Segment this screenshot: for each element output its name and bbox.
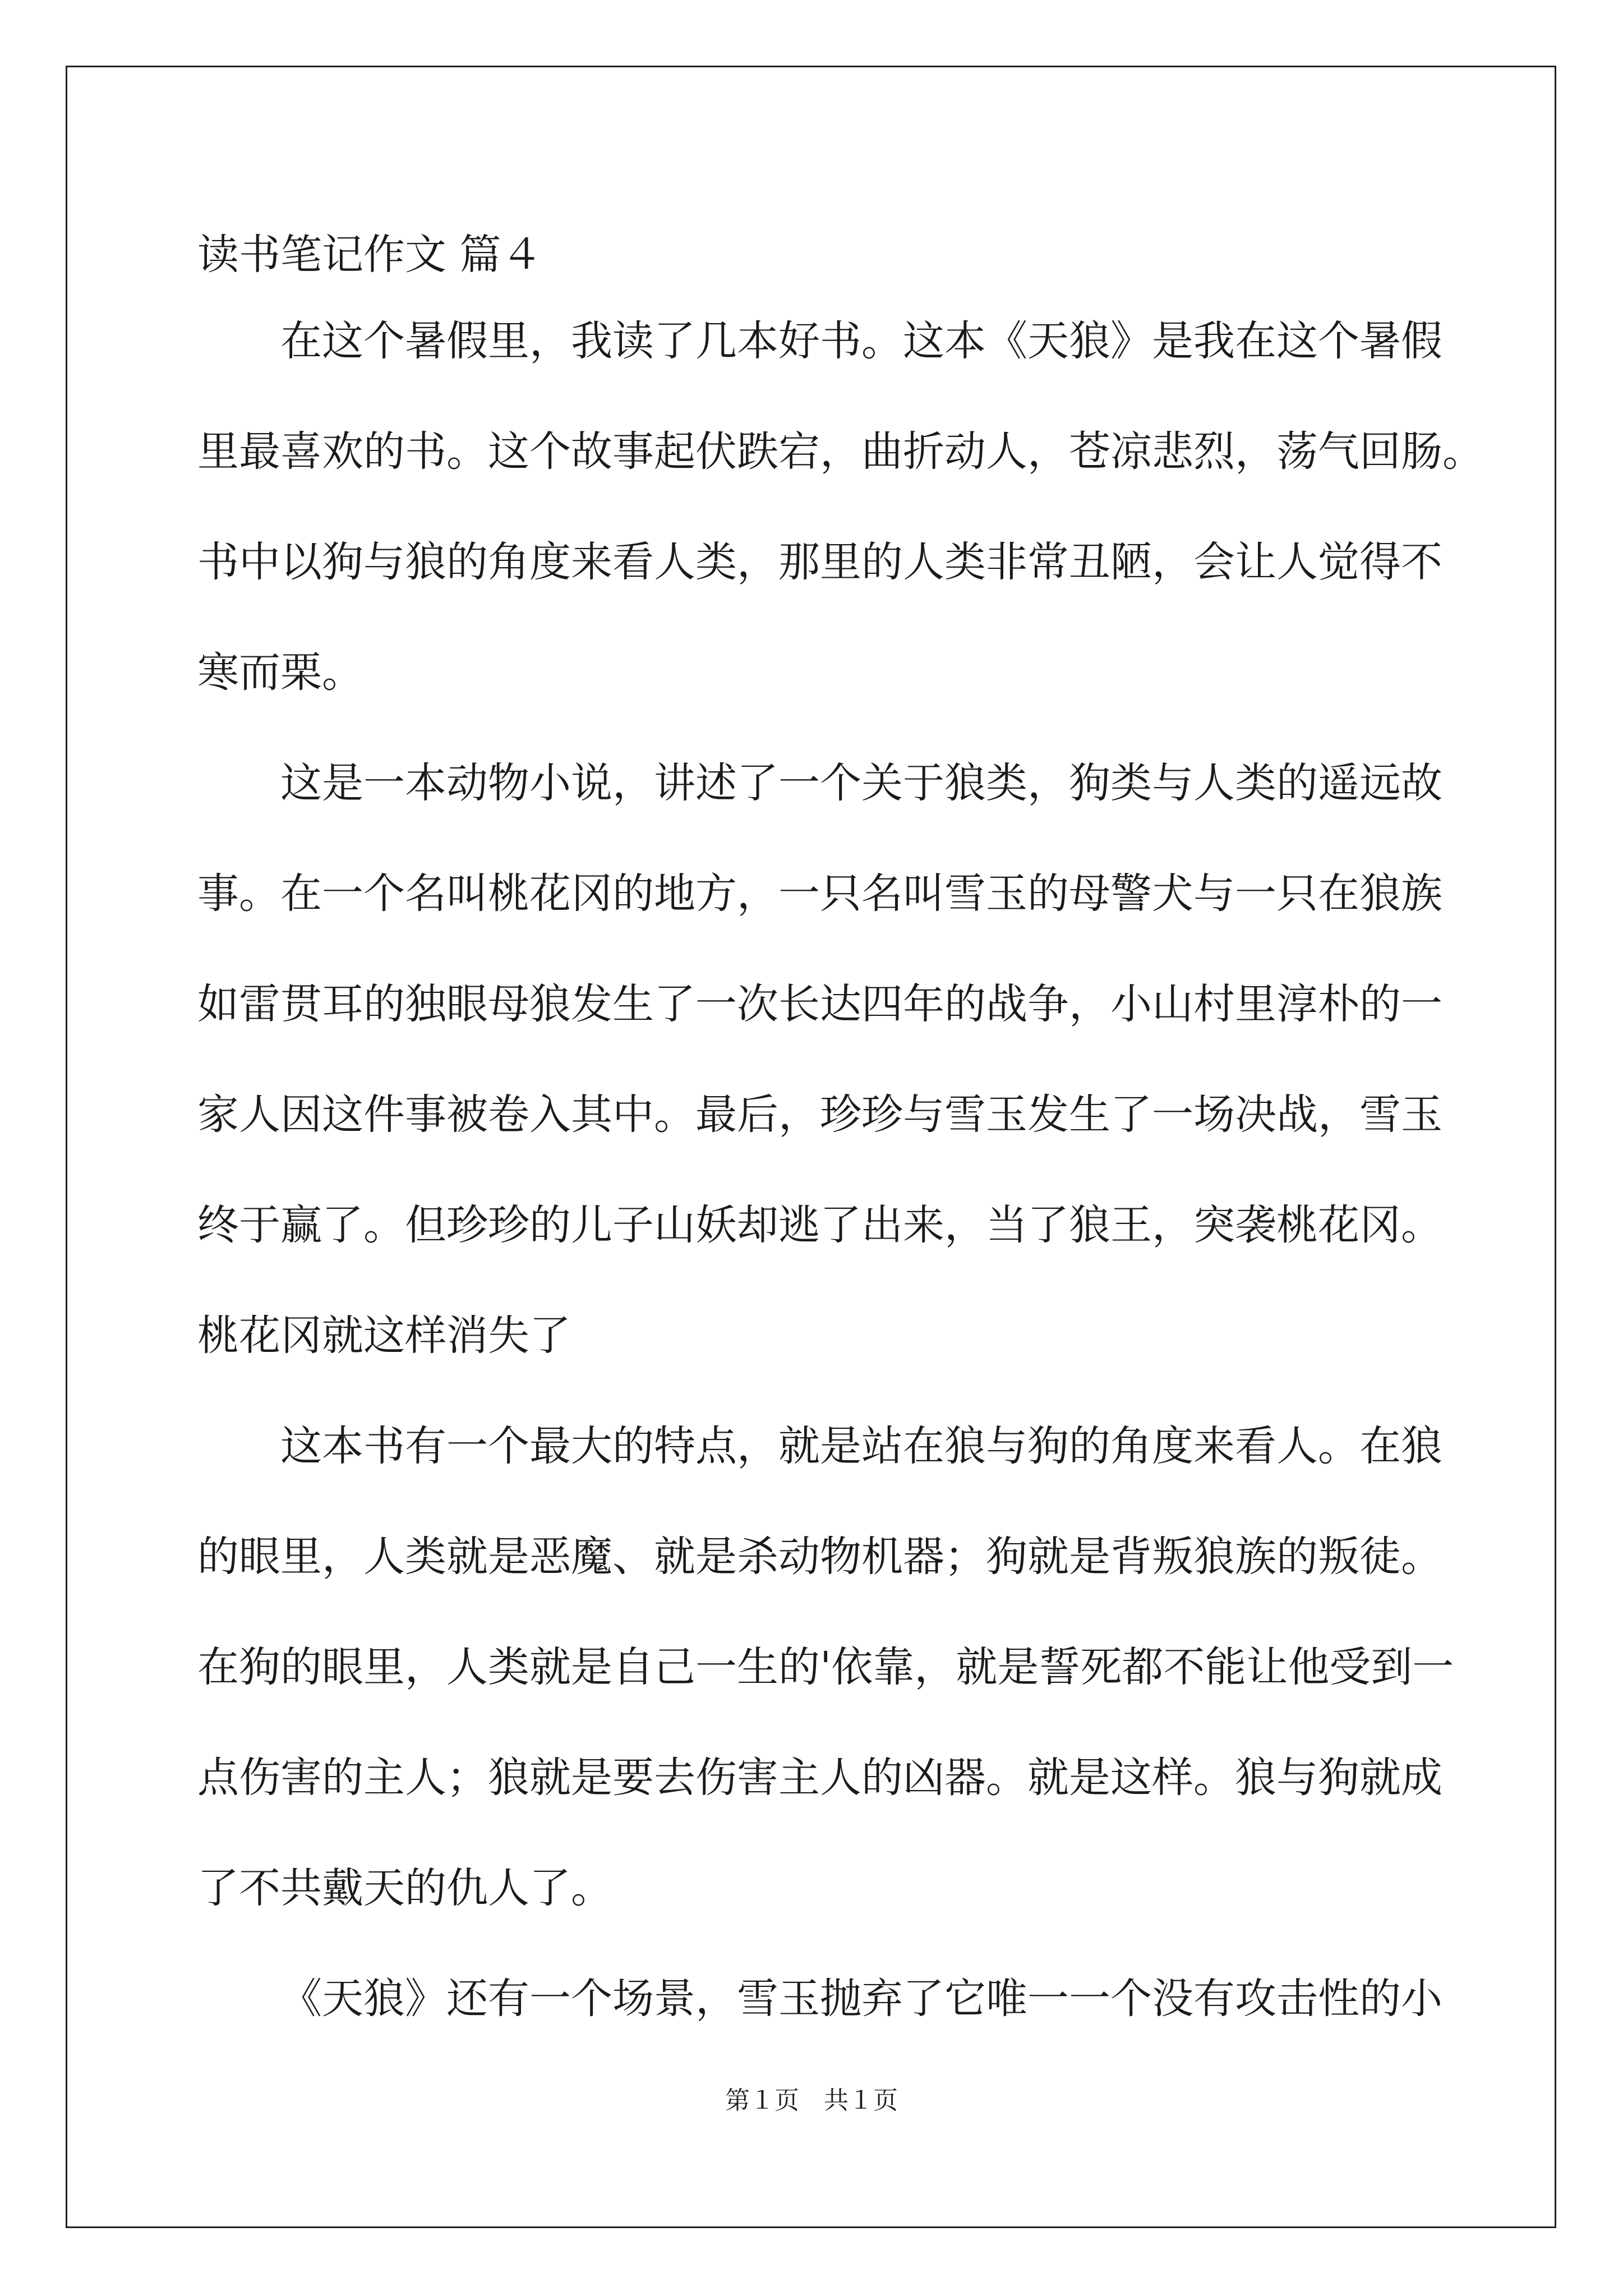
text-line: 在这个暑假里，我读了几本好书。这本《天狼》是我在这个暑假 <box>280 317 1442 365</box>
text-line: 这是一本动物小说，讲述了一个关于狼类，狗类与人类的遥远故 <box>280 759 1442 807</box>
text-line: 的眼里，人类就是恶魔、就是杀动物机器；狗就是背叛狼族的叛徒。 <box>197 1533 1442 1581</box>
text-line: 了不共戴天的仇人了。 <box>197 1864 612 1912</box>
text-line: 终于赢了。但珍珍的儿子山妖却逃了出来，当了狼王，突袭桃花冈。 <box>197 1201 1442 1249</box>
text-line: 寒而栗。 <box>197 648 363 697</box>
text-line: 里最喜欢的书。这个故事起伏跌宕，曲折动人，苍凉悲烈，荡气回肠。 <box>197 427 1484 476</box>
text-line: 书中以狗与狼的角度来看人类，那里的人类非常丑陋，会让人觉得不 <box>197 538 1442 586</box>
text-line: 这本书有一个最大的特点，就是站在狼与狗的角度来看人。在狼 <box>280 1422 1442 1470</box>
text-line: 如雷贯耳的独眼母狼发生了一次长达四年的战争，小山村里淳朴的一 <box>197 980 1442 1028</box>
text-line: 《天狼》还有一个场景，雪玉抛弃了它唯一一个没有攻击性的小 <box>280 1975 1442 2023</box>
text-line: 桃花冈就这样消失了 <box>197 1312 571 1360</box>
page-number-footer: 第１页 共１页 <box>725 2086 898 2115</box>
document-title: 读书笔记作文 篇４ <box>197 231 543 279</box>
document-body <box>197 313 1484 2081</box>
text-line: 点伤害的主人；狼就是要去伤害主人的凶器。就是这样。狼与狗就成 <box>197 1754 1442 1802</box>
text-line: 家人因这件事被卷入其中。最后，珍珍与雪玉发生了一场决战，雪玉 <box>197 1091 1442 1139</box>
text-line: 事。在一个名叫桃花冈的地方，一只名叫雪玉的母警犬与一只在狼族 <box>197 869 1442 918</box>
text-line: 在狗的眼里，人类就是自己一生的'依靠，就是誓死都不能让他受到一 <box>197 1643 1454 1691</box>
